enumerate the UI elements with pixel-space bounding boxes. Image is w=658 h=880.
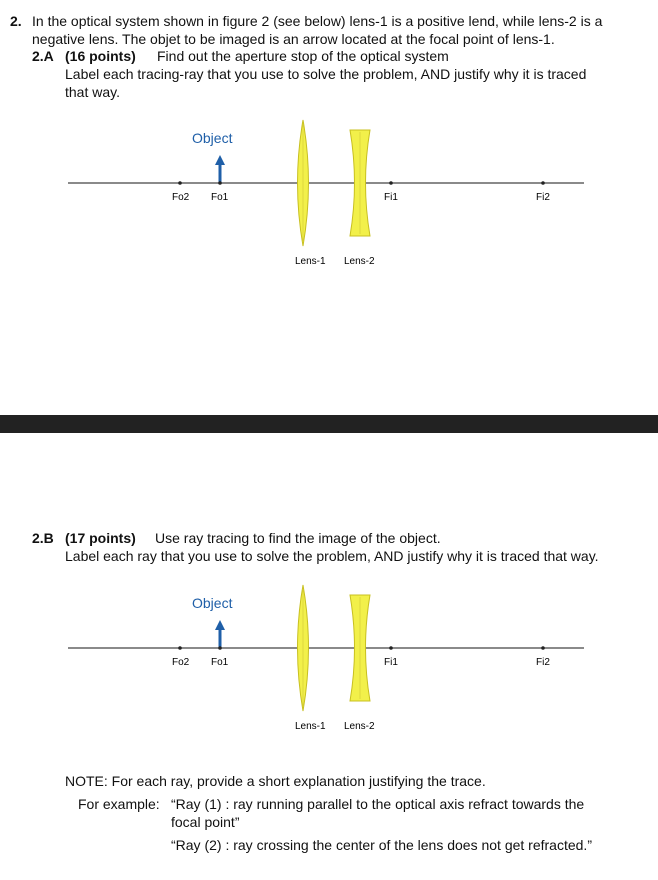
- part-b-line-2: Label each ray that you use to solve the problem, AND justify why it is traced that way.: [65, 548, 599, 564]
- part-b-points: (17 points): [65, 530, 136, 546]
- object-label: Object: [192, 130, 233, 146]
- object-label: Object: [192, 595, 233, 611]
- optical-figure-b: [0, 583, 658, 733]
- part-a-points: (16 points): [65, 48, 136, 64]
- lens-1-label: Lens-1: [295, 721, 326, 732]
- optical-figure-a: [0, 118, 658, 268]
- fo2-point: [178, 181, 182, 185]
- part-a-line-2: Label each tracing-ray that you use to solve the problem, AND justify why it is traced: [65, 66, 587, 82]
- fi2-point: [541, 181, 545, 185]
- part-a-line-3: that way.: [65, 84, 120, 100]
- part-b-label: 2.B: [32, 530, 54, 546]
- note-example-1a: “Ray (1) : ray running parallel to the optical axis refract towards the: [171, 796, 585, 812]
- fi1-point: [389, 646, 393, 650]
- note-example-2: “Ray (2) : ray crossing the center of the lens does not get refracted.”: [171, 837, 592, 853]
- fo1-label: Fo1: [211, 192, 229, 203]
- lens-1-label: Lens-1: [295, 256, 326, 267]
- fi1-label: Fi1: [384, 657, 398, 668]
- page-break-band: [0, 415, 658, 433]
- fo2-label: Fo2: [172, 192, 190, 203]
- fi2-label: Fi2: [536, 657, 550, 668]
- note-example-label: For example:: [78, 796, 160, 812]
- fi1-label: Fi1: [384, 192, 398, 203]
- problem-line-1: In the optical system shown in figure 2 (see below) lens-1 is a positive lend, while lens-2 is a: [32, 13, 603, 29]
- note-line-1: NOTE: For each ray, provide a short explanation justifying the trace.: [65, 773, 486, 789]
- fi2-point: [541, 646, 545, 650]
- fo1-point: [218, 181, 222, 185]
- part-a-task: Find out the aperture stop of the optical system: [157, 48, 449, 64]
- fo2-label: Fo2: [172, 657, 190, 668]
- fo1-label: Fo1: [211, 657, 229, 668]
- lens-2-label: Lens-2: [344, 721, 375, 732]
- note-example-1b: focal point”: [171, 814, 240, 830]
- object-arrow-head: [215, 620, 225, 630]
- fo1-point: [218, 646, 222, 650]
- problem-line-2: negative lens. The objet to be imaged is an arrow located at the focal point of lens-1.: [32, 31, 555, 47]
- object-arrow-head: [215, 155, 225, 165]
- problem-number: 2.: [10, 13, 22, 29]
- part-a-label: 2.A: [32, 48, 54, 64]
- part-b-task: Use ray tracing to find the image of the object.: [155, 530, 441, 546]
- fo2-point: [178, 646, 182, 650]
- fi1-point: [389, 181, 393, 185]
- lens-2-label: Lens-2: [344, 256, 375, 267]
- fi2-label: Fi2: [536, 192, 550, 203]
